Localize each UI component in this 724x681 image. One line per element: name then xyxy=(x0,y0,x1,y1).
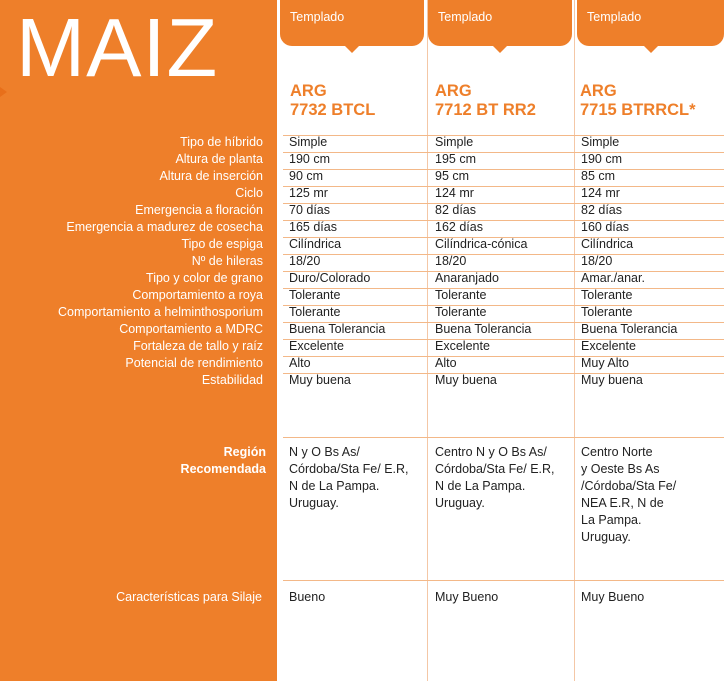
tab-pointer xyxy=(644,46,658,53)
table-cell: 190 cm xyxy=(581,152,622,166)
table-cell: Excelente xyxy=(289,339,344,353)
table-cell: Amar./anar. xyxy=(581,271,645,285)
product-line: 7712 BT RR2 xyxy=(435,101,536,119)
table-cell: Tolerante xyxy=(289,305,341,319)
table-cell: 18/20 xyxy=(289,254,321,268)
table-cell: Tolerante xyxy=(581,305,633,319)
page-title: MAIZ xyxy=(16,1,219,94)
row-label: Comportamiento a roya xyxy=(132,288,263,302)
region-cell-3: Centro Norte y Oeste Bs As /Córdoba/Sta Fe/ NEA E.R, N de La Pampa. Uruguay. xyxy=(581,445,677,544)
region-label: Región Recomendada xyxy=(180,445,266,476)
row-divider xyxy=(283,305,724,306)
silaje-cell-3: Muy Bueno xyxy=(581,590,645,604)
table-cell: Duro/Colorado xyxy=(289,271,371,285)
table-cell: 18/20 xyxy=(581,254,613,268)
region-cell-1: N y O Bs As/ Córdoba/Sta Fe/ E.R, N de La Pampa. Uruguay. xyxy=(289,445,409,510)
row-divider xyxy=(283,254,724,255)
row-divider xyxy=(283,356,724,357)
table-cell: Buena Tolerancia xyxy=(289,322,386,336)
row-label: Tipo y color de grano xyxy=(146,271,263,285)
table-cell: 124 mr xyxy=(581,186,620,200)
table-cell: 165 días xyxy=(289,220,337,234)
tab-label: Templado xyxy=(290,10,345,24)
row-divider xyxy=(283,135,724,136)
table-cell: Excelente xyxy=(435,339,490,353)
product-line: ARG xyxy=(290,82,327,100)
table-cell: Muy buena xyxy=(435,373,497,387)
row-label: Nº de hileras xyxy=(191,254,263,268)
row-divider xyxy=(283,169,724,170)
product-line: ARG xyxy=(580,82,617,100)
row-label: Tipo de híbrido xyxy=(180,135,263,149)
row-label: Altura de planta xyxy=(175,152,263,166)
tab-column-2 xyxy=(428,0,572,46)
table-cell: Buena Tolerancia xyxy=(581,322,678,336)
row-label: Potencial de rendimiento xyxy=(125,356,263,370)
row-divider xyxy=(283,288,724,289)
table-cell: Buena Tolerancia xyxy=(435,322,532,336)
row-label: Fortaleza de tallo y raíz xyxy=(133,339,263,353)
row-label: Ciclo xyxy=(235,186,263,200)
table-divider xyxy=(283,437,724,438)
table-cell: 125 mr xyxy=(289,186,328,200)
row-label: Estabilidad xyxy=(201,373,263,387)
table-cell: Cilíndrica-cónica xyxy=(435,237,528,251)
table-cell: 82 días xyxy=(435,203,477,217)
tab-label: Templado xyxy=(587,10,642,24)
table-cell: Alto xyxy=(435,356,457,370)
table-cell: 90 cm xyxy=(289,169,324,183)
row-label: Comportamiento a MDRC xyxy=(119,322,263,336)
silaje-cell-2: Muy Bueno xyxy=(435,590,499,604)
product-name-2 xyxy=(435,82,536,120)
silaje-label: Características para Silaje xyxy=(116,590,262,604)
table-cell: Simple xyxy=(289,135,328,149)
table-cell: Simple xyxy=(581,135,620,149)
table-cell: Tolerante xyxy=(435,305,487,319)
table-cell: Muy Alto xyxy=(581,356,629,370)
table-cell: Tolerante xyxy=(435,288,487,302)
table-cell: Muy buena xyxy=(289,373,351,387)
table-cell: Cilíndrica xyxy=(581,237,634,251)
left-panel xyxy=(0,0,277,681)
table-cell: Simple xyxy=(435,135,474,149)
table-cell: Tolerante xyxy=(581,288,633,302)
row-label: Tipo de espiga xyxy=(181,237,263,251)
table-cell: 82 días xyxy=(581,203,623,217)
row-divider xyxy=(283,339,724,340)
table-cell: 70 días xyxy=(289,203,331,217)
table-cell: 162 días xyxy=(435,220,483,234)
table-cell: 124 mr xyxy=(435,186,474,200)
row-divider xyxy=(283,152,724,153)
row-label: Altura de inserción xyxy=(159,169,263,183)
table-cell: Cilíndrica xyxy=(289,237,342,251)
table-cell: 85 cm xyxy=(581,169,616,183)
row-divider xyxy=(283,220,724,221)
table-cell: 18/20 xyxy=(435,254,467,268)
table-cell: 160 días xyxy=(581,220,629,234)
table-cell: Alto xyxy=(289,356,311,370)
row-divider xyxy=(283,186,724,187)
column-separator xyxy=(427,0,428,681)
tab-pointer xyxy=(493,46,507,53)
column-separator xyxy=(574,0,575,681)
table-cell: Excelente xyxy=(581,339,636,353)
panel-notch xyxy=(0,87,7,97)
table-cell: 190 cm xyxy=(289,152,330,166)
table-cell: Anaranjado xyxy=(435,271,499,285)
table-cell: Tolerante xyxy=(289,288,341,302)
product-line: ARG xyxy=(435,82,472,100)
tab-label: Templado xyxy=(438,10,493,24)
tab-pointer xyxy=(345,46,359,53)
table-cell: 95 cm xyxy=(435,169,470,183)
tab-column-1 xyxy=(280,0,424,46)
table-cell: Muy buena xyxy=(581,373,643,387)
row-label: Comportamiento a helminthosporium xyxy=(58,305,263,319)
product-line: 7732 BTCL xyxy=(290,101,376,119)
table-cell: 195 cm xyxy=(435,152,476,166)
table-divider xyxy=(283,580,724,581)
row-divider xyxy=(283,203,724,204)
row-label: Emergencia a madurez de cosecha xyxy=(66,220,263,234)
product-line: 7715 BTRRCL* xyxy=(580,101,696,119)
row-label: Emergencia a floración xyxy=(135,203,263,217)
product-name-3 xyxy=(580,82,696,120)
region-cell-2: Centro N y O Bs As/ Córdoba/Sta Fe/ E.R, N de La Pampa. Uruguay. xyxy=(435,445,555,510)
tab-column-3 xyxy=(577,0,724,46)
silaje-cell-1: Bueno xyxy=(289,590,326,604)
product-name-1 xyxy=(290,82,375,120)
